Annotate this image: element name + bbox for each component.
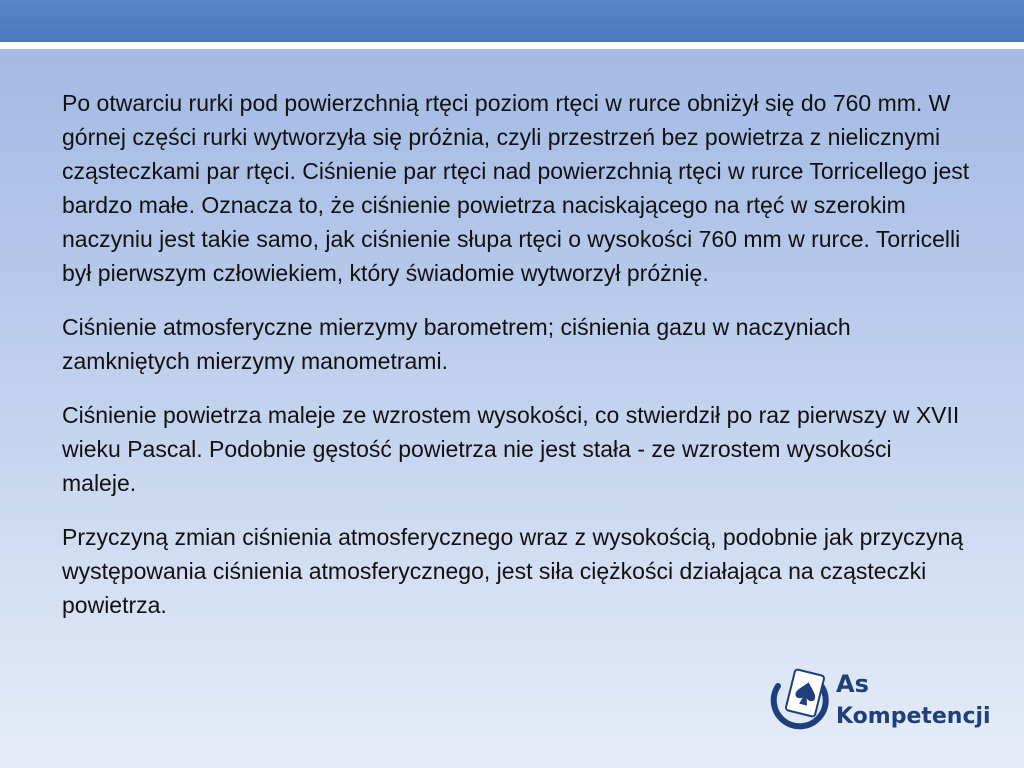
- logo-text-line1: As: [836, 670, 869, 698]
- header-bar: [0, 0, 1024, 42]
- logo-text-line2: Kompetencji: [836, 704, 991, 729]
- header-stripe: [0, 42, 1024, 49]
- spade-card-icon: [770, 668, 832, 742]
- paragraph-altitude: Ciśnienie powietrza maleje ze wzrostem wysokości, co stwierdził po raz pierwszy w XVII wieku Pascal. Podobnie gęstość powietrza nie jest stała - ze wzrostem wysokości maleje.: [62, 402, 960, 496]
- slide-body: [62, 86, 972, 642]
- logo-as-kompetencji: [770, 664, 1000, 744]
- paragraph-cause: Przyczyną zmian ciśnienia atmosferycznego wraz z wysokością, podobnie jak przyczyną występowania ciśnienia atmosferycznego, jest siła ciężkości działająca na cząsteczki powietrza.: [62, 524, 964, 618]
- paragraph-measurement: Ciśnienie atmosferyczne mierzymy barometrem; ciśnienia gazu w naczyniach zamkniętych mierzymy manometrami.: [62, 314, 851, 374]
- paragraph-torricelli: Po otwarciu rurki pod powierzchnią rtęci poziom rtęci w rurce obniżył się do 760 mm. W górnej części rurki wytworzyła się próżnia, czyli przestrzeń bez powietrza z nielicznymi cząsteczkami par rtęci. Ciśnienie par rtęci nad powierzchnią rtęci w rurce Torricellego jest bardzo małe. Oznacza to, że ciśnienie powietrza naciskającego na rtęć w szerokim naczyniu jest takie samo, jak ciśnienie słupa rtęci o wysokości 760 mm w rurce. Torricelli był pierwszym człowiekiem, który świadomie wytworzył próżnię.: [62, 90, 970, 286]
